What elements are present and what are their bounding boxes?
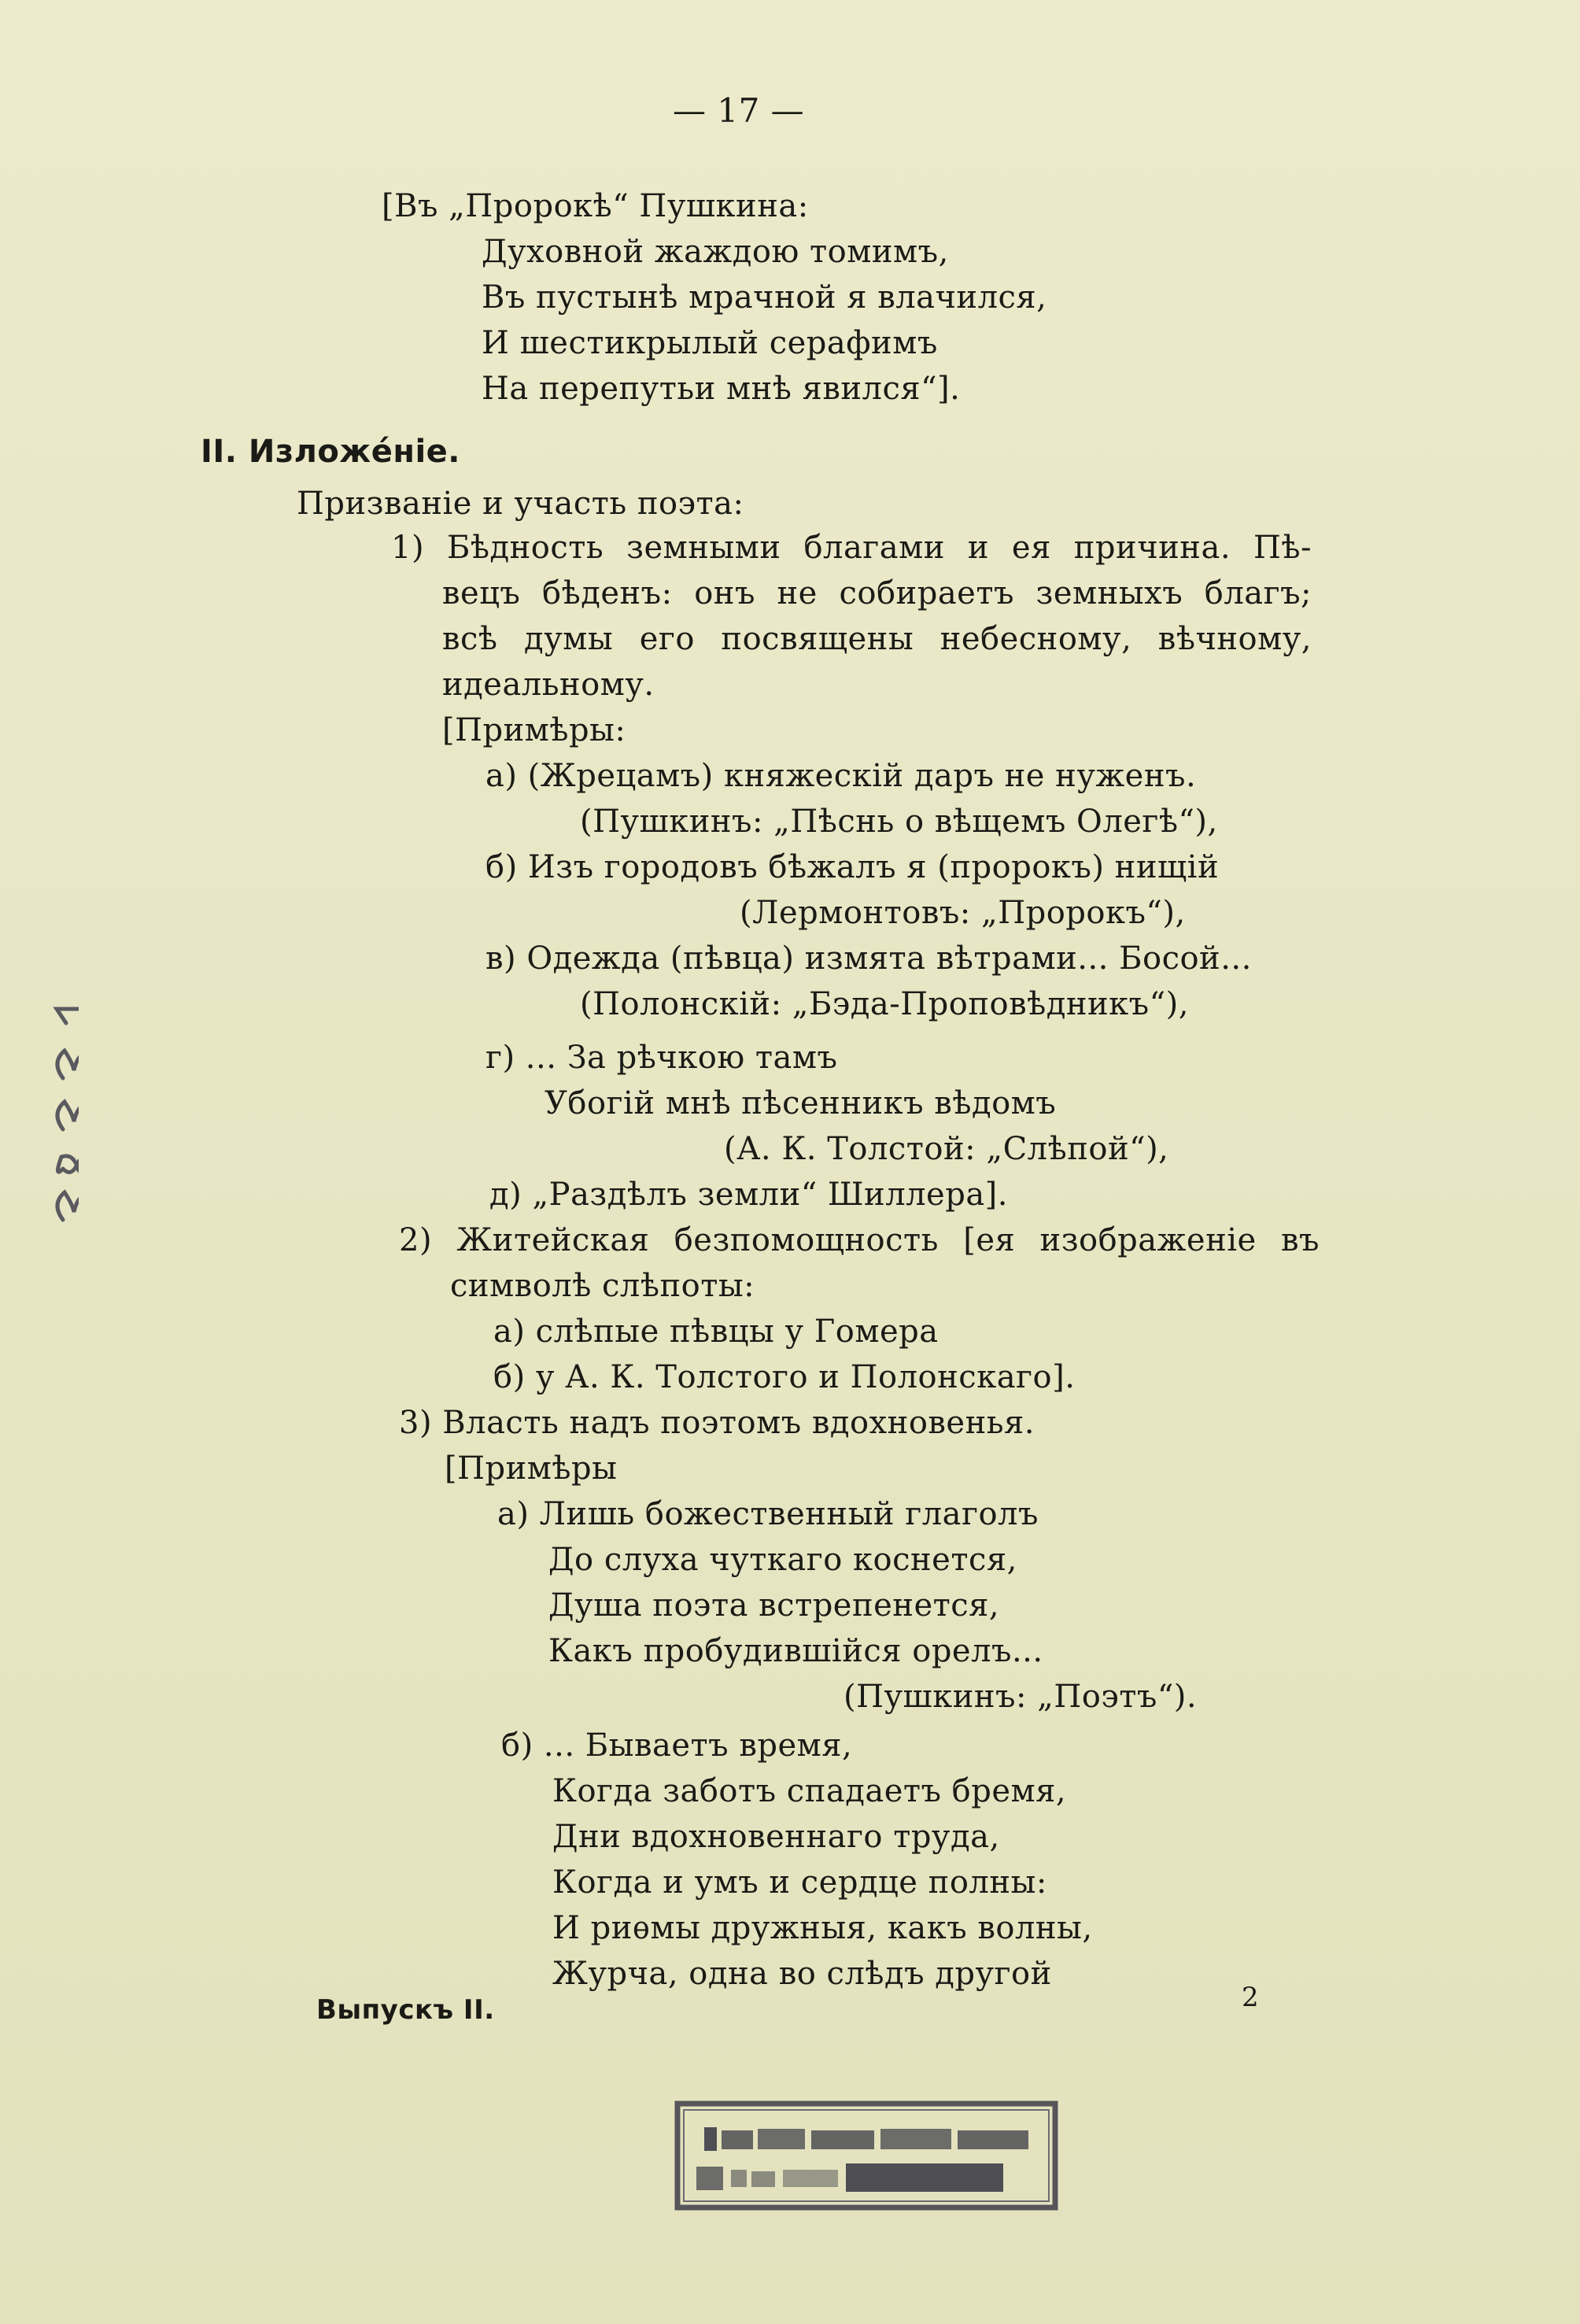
text-line: символѣ слѣпоты: — [450, 1268, 755, 1304]
text-line: 2) Житейская безпомощность [ея изображеніе въ — [399, 1222, 1320, 1258]
text-line: И шестикрылый серафимъ — [482, 325, 938, 361]
page-number: — 17 — — [673, 91, 805, 130]
text-line: 1) Бѣдность земными благами и ея причина. Пѣ- — [391, 530, 1312, 566]
text-line: Когда и умъ и сердце полны: — [552, 1864, 1047, 1901]
text-line: Душа поэта встрепенется, — [548, 1587, 1000, 1624]
text-line: а) Лишь божественный глаголъ — [497, 1496, 1039, 1532]
text-line: До слуха чуткаго коснется, — [548, 1542, 1017, 1578]
text-line: (А. К. Толстой: „Слѣпой“), — [724, 1131, 1169, 1167]
text-line: Когда заботъ спадаетъ бремя, — [552, 1773, 1067, 1809]
text-line: [Въ „Пророкѣ“ Пушкина: — [382, 188, 809, 224]
text-line: вецъ бѣденъ: онъ не собираетъ земныхъ благъ; — [442, 575, 1312, 611]
text-line: Дни вдохновеннаго труда, — [552, 1819, 1000, 1855]
handwritten-number-mark — [8, 968, 79, 1228]
footer-issue: Выпускъ II. — [316, 1994, 495, 2026]
text-line: а) слѣпые пѣвцы у Гомера — [493, 1313, 939, 1350]
text-line: Убогій мнѣ пѣсенникъ вѣдомъ — [545, 1085, 1057, 1121]
text-line: (Пушкинъ: „Пѣснь о вѣщемъ Олегѣ“), — [580, 804, 1218, 840]
text-line: 3) Власть надъ поэтомъ вдохновенья. — [399, 1405, 1035, 1441]
text-line: Призваніе и участь поэта: — [297, 486, 744, 522]
text-line: Въ пустынѣ мрачной я влачился, — [482, 279, 1047, 316]
text-line: в) Одежда (пѣвца) измята вѣтрами... Босой... — [485, 940, 1252, 977]
text-line: б) Изъ городовъ бѣжалъ я (пророкъ) нищій — [485, 849, 1220, 885]
text-line: (Пушкинъ: „Поэтъ“). — [844, 1679, 1198, 1715]
text-line: (Полонскій: „Бэда-Проповѣдникъ“), — [580, 986, 1189, 1022]
text-line: [Примѣры: — [442, 712, 626, 748]
footer-signature: 2 — [1242, 1982, 1260, 2013]
text-line: идеальному. — [442, 667, 655, 703]
text-line: б) ... Бываетъ время, — [501, 1727, 853, 1764]
text-line: И риѳмы дружныя, какъ волны, — [552, 1910, 1093, 1946]
section-heading: II. Изложе́ніе. — [201, 434, 460, 470]
text-line: д) „Раздѣлъ земли“ Шиллера]. — [489, 1177, 1008, 1213]
text-line: (Лермонтовъ: „Пророкъ“), — [740, 895, 1186, 931]
text-line: б) у А. К. Толстого и Полонскаго]. — [493, 1359, 1076, 1395]
text-line: Какъ пробудившійся орелъ... — [548, 1633, 1043, 1669]
text-line: Духовной жаждою томимъ, — [482, 234, 949, 270]
text-line: г) ... За рѣчкою тамъ — [485, 1040, 838, 1076]
text-line: Журча, одна во слѣдъ другой — [552, 1956, 1052, 1992]
text-line: На перепутьи мнѣ явился“]. — [482, 371, 961, 407]
library-stamp — [673, 2097, 1062, 2215]
text-line: [Примѣры — [445, 1450, 618, 1487]
text-line: а) (Жрецамъ) княжескій даръ не нуженъ. — [485, 758, 1197, 794]
text-line: всѣ думы его посвящены небесному, вѣчному, — [442, 621, 1312, 657]
